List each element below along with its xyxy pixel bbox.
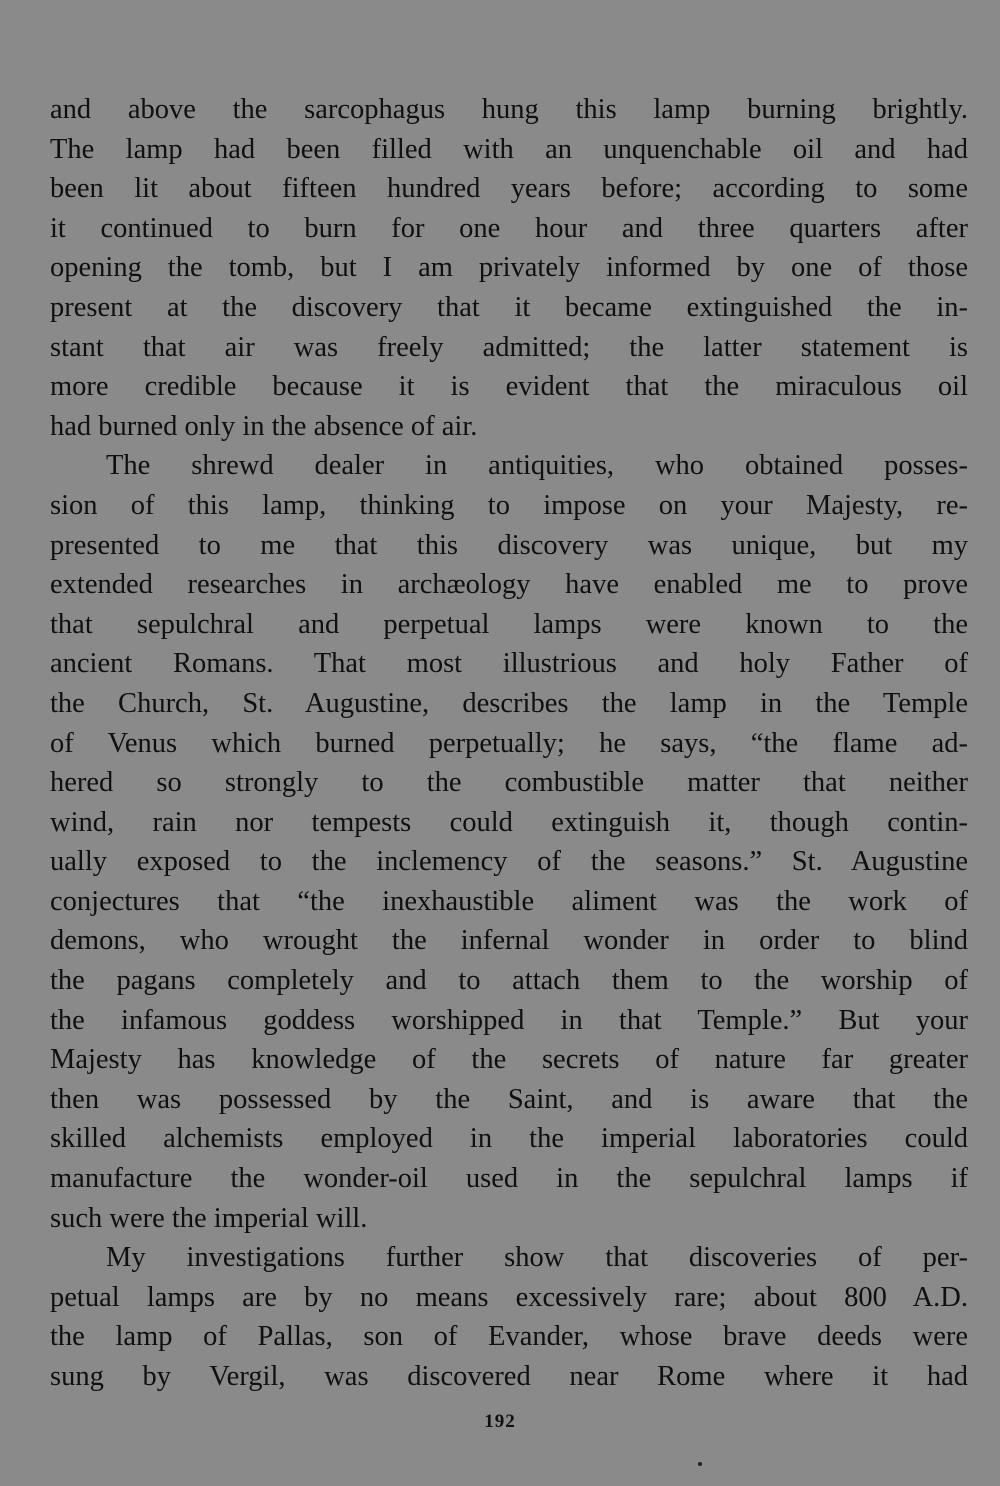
text-line: present at the discovery that it became extinguished the in- [50, 291, 968, 323]
text-line: the pagans completely and to attach them to the worship of [50, 965, 968, 997]
text-line: the infamous goddess worshipped in that Temple.” But your [50, 1004, 968, 1036]
text-line: the lamp of Pallas, son of Evander, whose brave deeds were [50, 1321, 968, 1353]
scan-speck [698, 1462, 702, 1466]
text-line: of Venus which burned perpetually; he says, “the flame ad- [50, 727, 968, 759]
text-line: stant that air was freely admitted; the latter statement is [50, 331, 968, 363]
text-line: the Church, St. Augustine, describes the lamp in the Temple [50, 687, 968, 719]
text-line: wind, rain nor tempests could extinguish it, though contin- [50, 806, 968, 838]
text-line: been lit about fifteen hundred years before; according to some [50, 173, 968, 205]
text-line: The lamp had been filled with an unquenchable oil and had [50, 133, 968, 165]
page-number: 192 [484, 1411, 516, 1432]
text-line: sung by Vergil, was discovered near Rome where it had [50, 1361, 968, 1392]
text-line: had burned only in the absence of air. [50, 410, 478, 442]
text-line: Majesty has knowledge of the secrets of nature far greater [50, 1044, 968, 1076]
text-line: sion of this lamp, thinking to impose on your Majesty, re- [50, 489, 968, 521]
text-line: ancient Romans. That most illustrious and holy Father of [50, 648, 968, 680]
text-line: that sepulchral and perpetual lamps were known to the [50, 608, 968, 640]
text-line: skilled alchemists employed in the imperial laboratories could [50, 1123, 968, 1155]
text-line: it continued to burn for one hour and three quarters after [50, 212, 968, 244]
body-text [50, 90, 968, 1397]
text-line: demons, who wrought the infernal wonder in order to blind [50, 925, 968, 957]
text-line: hered so strongly to the combustible matter that neither [50, 767, 968, 799]
text-line: opening the tomb, but I am privately informed by one of those [50, 252, 968, 284]
text-line: such were the imperial will. [50, 1202, 368, 1234]
text-line: and above the sarcophagus hung this lamp burning brightly. [50, 94, 968, 125]
text-line: conjectures that “the inexhaustible aliment was the work of [50, 885, 968, 917]
paragraph-first-line: The shrewd dealer in antiquities, who obtained posses- [106, 450, 968, 482]
text-line: manufacture the wonder-oil used in the sepulchral lamps if [50, 1163, 968, 1195]
text-line: extended researches in archæology have enabled me to prove [50, 569, 968, 601]
text-line: presented to me that this discovery was unique, but my [50, 529, 968, 561]
text-line: then was possessed by the Saint, and is aware that the [50, 1083, 968, 1115]
text-line: ually exposed to the inclemency of the seasons.” St. Augustine [50, 846, 968, 878]
text-line: petual lamps are by no means excessively rare; about 800 A.D. [50, 1281, 968, 1313]
paragraph-first-line: My investigations further show that discoveries of per- [106, 1242, 968, 1274]
text-line: more credible because it is evident that the miraculous oil [50, 371, 968, 403]
